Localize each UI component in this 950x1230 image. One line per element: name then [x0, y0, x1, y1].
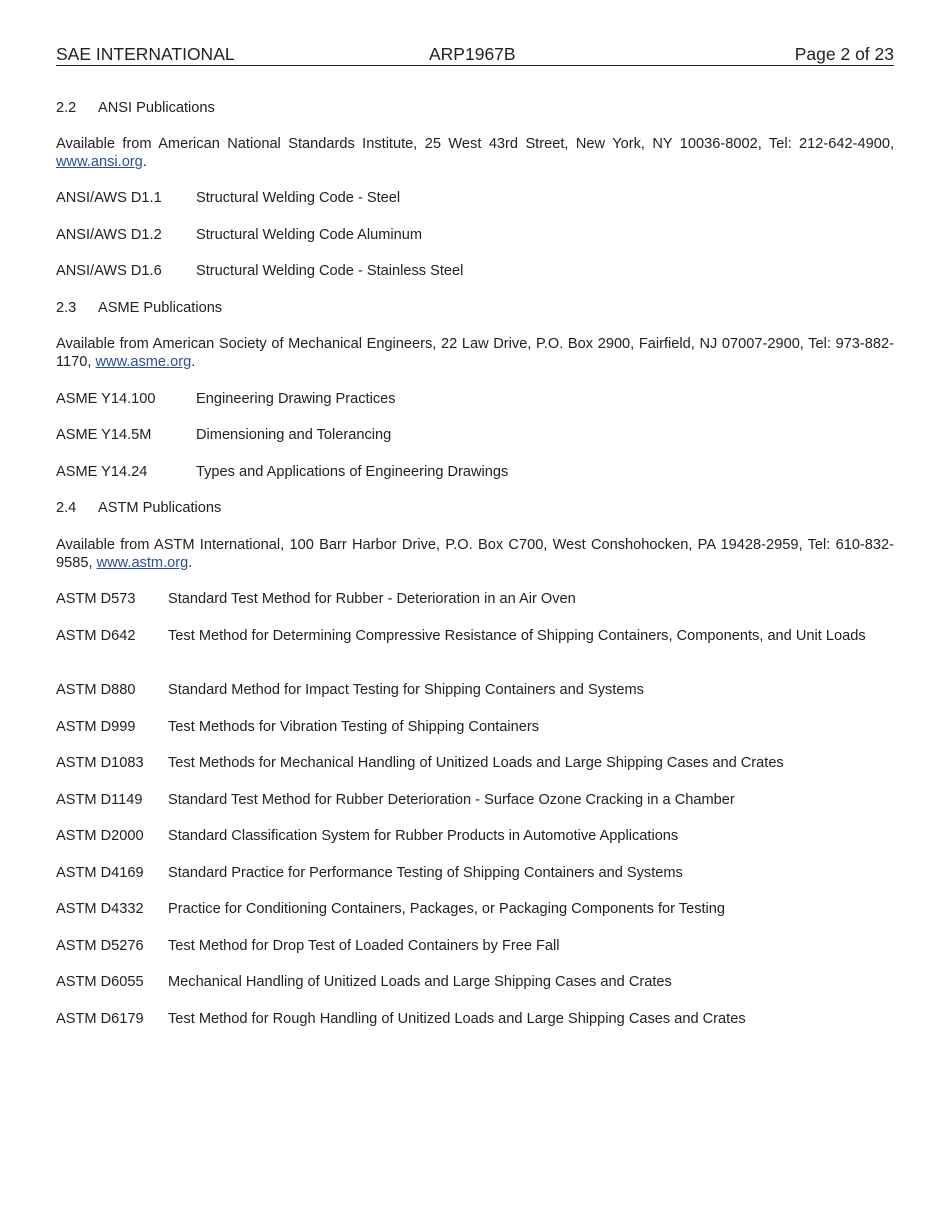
- reference-title: Standard Test Method for Rubber Deterioration - Surface Ozone Cracking in a Chamber: [168, 792, 735, 808]
- reference-item: [56, 864, 894, 882]
- section-number: 2.4: [56, 500, 77, 516]
- reference-code: ANSI/AWS D1.6: [56, 263, 162, 279]
- reference-title: Test Methods for Vibration Testing of Shipping Containers: [168, 719, 540, 735]
- reference-item: [56, 973, 894, 991]
- section-title: ASME Publications: [98, 300, 223, 316]
- reference-code: ASTM D6055: [56, 974, 144, 990]
- header-organization: SAE INTERNATIONAL: [56, 44, 235, 64]
- reference-code: ASTM D1149: [56, 792, 143, 808]
- reference-code: ASME Y14.5M: [56, 427, 152, 443]
- reference-item: [56, 937, 894, 955]
- reference-item: [56, 390, 894, 408]
- reference-item: [56, 627, 894, 645]
- availability-text: Available from American Society of Mechanical Engineers, 22 Law Drive, P.O. Box 2900, Fairfield, NJ 07007-2900, Tel: 973-882-1170,: [56, 336, 894, 370]
- reference-title: Standard Method for Impact Testing for Shipping Containers and Systems: [168, 682, 644, 698]
- reference-item: [56, 189, 894, 207]
- reference-item: [56, 590, 894, 608]
- reference-title: Structural Welding Code - Steel: [196, 190, 401, 206]
- reference-code: ASME Y14.24: [56, 464, 148, 480]
- header-page-number: Page 2 of 23: [794, 44, 894, 64]
- reference-title: Practice for Conditioning Containers, Packages, or Packaging Components for Testing: [168, 901, 726, 917]
- availability-suffix: .: [188, 555, 193, 571]
- reference-code: ASTM D573: [56, 591, 136, 607]
- asme-availability-paragraph: [56, 335, 894, 371]
- availability-text: Available from American National Standards Institute, 25 West 43rd Street, New York, NY 10036-8002, Tel: 212-642-4900,: [56, 136, 894, 152]
- astm-website-link[interactable]: www.astm.org: [96, 555, 189, 571]
- section-number: 2.3: [56, 300, 77, 316]
- reference-title: Types and Applications of Engineering Drawings: [196, 464, 509, 480]
- reference-item: [56, 262, 894, 280]
- reference-title: Test Methods for Mechanical Handling of Unitized Loads and Large Shipping Cases and Crates: [168, 755, 784, 771]
- reference-code: ASTM D4332: [56, 901, 144, 917]
- reference-item: [56, 718, 894, 736]
- reference-title: Test Method for Rough Handling of Unitized Loads and Large Shipping Cases and Crates: [168, 1011, 746, 1027]
- reference-title: Standard Classification System for Rubber Products in Automotive Applications: [168, 828, 679, 844]
- reference-code: ASTM D2000: [56, 828, 144, 844]
- section-heading-asme: [56, 299, 222, 317]
- reference-item: [56, 1010, 894, 1028]
- reference-item: [56, 426, 894, 444]
- reference-title: Standard Test Method for Rubber - Deterioration in an Air Oven: [168, 591, 576, 607]
- reference-title: Structural Welding Code - Stainless Steel: [196, 263, 464, 279]
- ansi-website-link[interactable]: www.ansi.org: [56, 154, 143, 170]
- reference-title: Test Method for Determining Compressive Resistance of Shipping Containers, Components, and Unit Loads: [168, 628, 866, 644]
- reference-code: ANSI/AWS D1.1: [56, 190, 162, 206]
- reference-code: ASTM D880: [56, 682, 136, 698]
- reference-code: ASTM D642: [56, 628, 136, 644]
- reference-item: [56, 463, 894, 481]
- reference-code: ASTM D999: [56, 719, 136, 735]
- reference-item: [56, 681, 894, 699]
- availability-suffix: .: [191, 354, 196, 370]
- section-title: ASTM Publications: [98, 500, 222, 516]
- reference-item: [56, 791, 894, 809]
- reference-title: Standard Practice for Performance Testing of Shipping Containers and Systems: [168, 865, 683, 881]
- reference-item: [56, 226, 894, 244]
- section-heading-astm: [56, 499, 221, 517]
- page-header: [56, 44, 894, 66]
- ansi-availability-paragraph: [56, 135, 894, 171]
- section-number: 2.2: [56, 100, 77, 116]
- header-document-number: ARP1967B: [429, 44, 516, 64]
- reference-title: Engineering Drawing Practices: [196, 391, 396, 407]
- availability-text: Available from ASTM International, 100 Barr Harbor Drive, P.O. Box C700, West Conshohocken, PA 19428-2959, Tel: 610-832-9585,: [56, 537, 894, 571]
- reference-item: [56, 900, 894, 918]
- reference-code: ASTM D1083: [56, 755, 144, 771]
- section-heading-ansi: [56, 99, 215, 117]
- section-title: ANSI Publications: [98, 100, 215, 116]
- availability-suffix: .: [142, 154, 147, 170]
- reference-item: [56, 827, 894, 845]
- reference-code: ASTM D4169: [56, 865, 144, 881]
- reference-title: Mechanical Handling of Unitized Loads and Large Shipping Cases and Crates: [168, 974, 672, 990]
- reference-item: [56, 754, 894, 772]
- reference-title: Structural Welding Code Aluminum: [196, 227, 423, 243]
- asme-website-link[interactable]: www.asme.org: [95, 354, 192, 370]
- reference-code: ASTM D5276: [56, 938, 144, 954]
- reference-title: Dimensioning and Tolerancing: [196, 427, 392, 443]
- reference-code: ASME Y14.100: [56, 391, 156, 407]
- reference-title: Test Method for Drop Test of Loaded Containers by Free Fall: [168, 938, 560, 954]
- reference-code: ASTM D6179: [56, 1011, 144, 1027]
- reference-code: ANSI/AWS D1.2: [56, 227, 162, 243]
- astm-availability-paragraph: [56, 536, 894, 572]
